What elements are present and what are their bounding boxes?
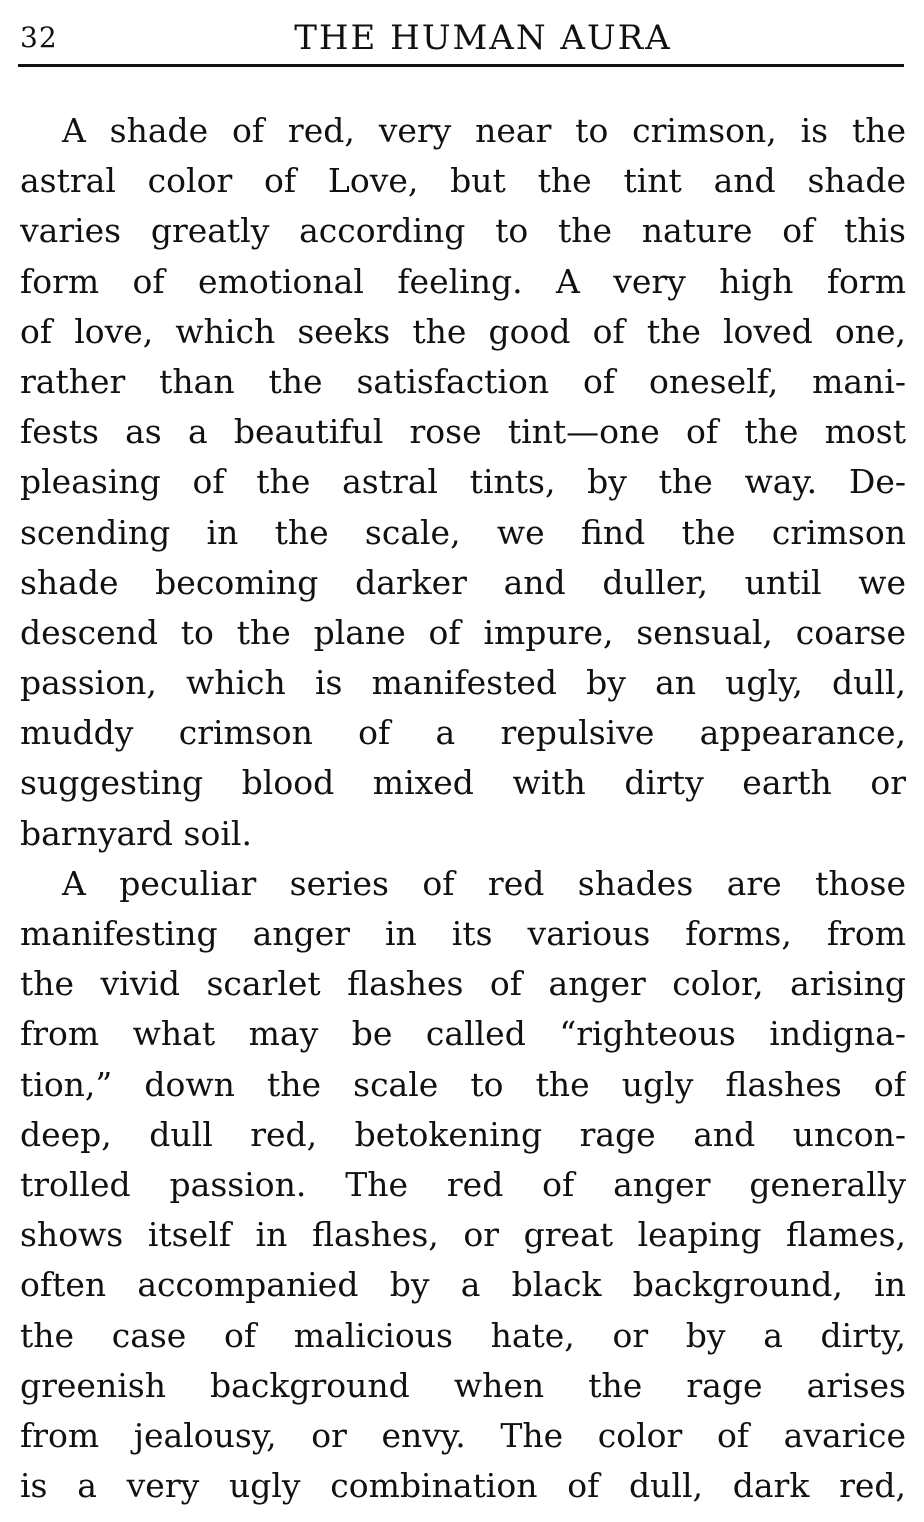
paragraph xyxy=(20,859,906,1511)
text-line: trolled passion. The red of anger generally xyxy=(20,1164,906,1204)
body-text xyxy=(20,106,906,1511)
text-line: barnyard soil. xyxy=(20,813,252,853)
text-line: from what may be called “righteous indigna- xyxy=(20,1014,906,1054)
text-line: A shade of red, very near to crimson, is the xyxy=(62,111,906,150)
text-line: A peculiar series of red shades are those xyxy=(62,863,906,903)
text-line: shows itself in flashes, or great leaping flames, xyxy=(20,1215,906,1255)
text-line: deep, dull red, betokening rage and uncon- xyxy=(20,1114,906,1154)
text-line: rather than the satisfaction of oneself, mani- xyxy=(20,361,906,401)
running-header xyxy=(20,14,906,58)
text-line: tion,” down the scale to the ugly flashes of xyxy=(20,1064,906,1104)
text-line: astral color of Love, but the tint and shade xyxy=(20,161,906,201)
header-rule xyxy=(18,64,904,67)
text-line: often accompanied by a black background, in xyxy=(20,1265,906,1305)
text-line: greenish background when the rage arises xyxy=(20,1365,906,1405)
text-line: scending in the scale, we find the crimson xyxy=(20,512,906,552)
text-line: passion, which is manifested by an ugly, dull, xyxy=(20,663,906,703)
text-line: from jealousy, or envy. The color of avarice xyxy=(20,1415,906,1455)
paragraph xyxy=(20,106,906,859)
text-line: is a very ugly combination of dull, dark red, xyxy=(20,1466,906,1506)
text-line: of love, which seeks the good of the loved one, xyxy=(20,311,906,351)
text-line: suggesting blood mixed with dirty earth or xyxy=(20,763,906,803)
text-line: manifesting anger in its various forms, from xyxy=(20,914,906,953)
text-line: the vivid scarlet flashes of anger color, arising xyxy=(20,964,906,1004)
running-title: THE HUMAN AURA xyxy=(294,18,672,58)
text-line: descend to the plane of impure, sensual, coarse xyxy=(20,612,906,652)
text-line: shade becoming darker and duller, until we xyxy=(20,562,906,602)
page-number: 32 xyxy=(20,21,58,54)
text-line: form of emotional feeling. A very high form xyxy=(20,261,906,301)
text-line: the case of malicious hate, or by a dirty, xyxy=(20,1315,906,1355)
text-line: pleasing of the astral tints, by the way. De- xyxy=(20,462,906,502)
text-line: varies greatly according to the nature of this xyxy=(20,211,906,251)
text-line: fests as a beautiful rose tint—one of the most xyxy=(20,412,906,452)
text-line: muddy crimson of a repulsive appearance, xyxy=(20,713,906,753)
